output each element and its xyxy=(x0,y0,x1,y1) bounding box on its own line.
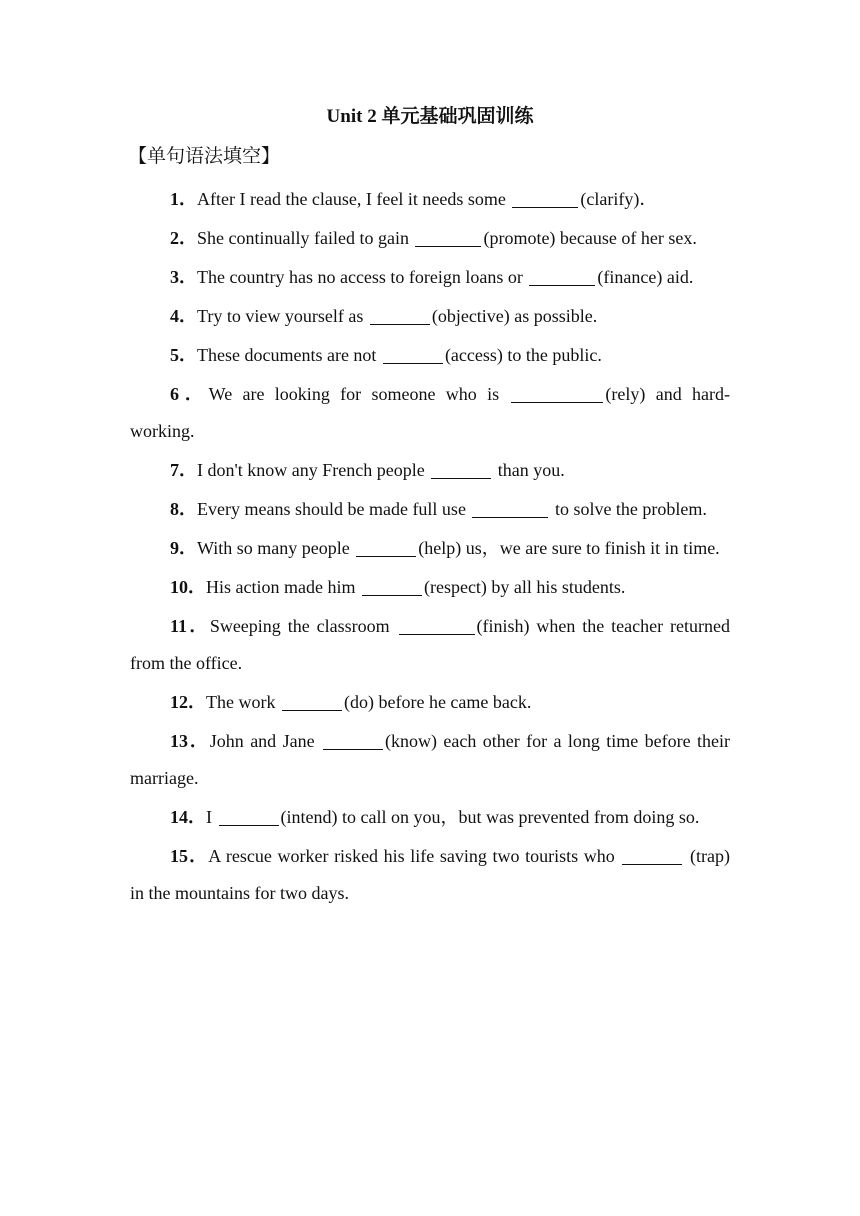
answer-blank[interactable] xyxy=(323,727,383,750)
item-number: 6． xyxy=(170,384,209,404)
exercise-item xyxy=(130,452,730,489)
exercise-item xyxy=(130,181,730,218)
item-text-after: (trap) in the mountains for two days. xyxy=(130,846,731,903)
answer-blank[interactable] xyxy=(415,224,481,247)
page-title: Unit 2 单元基础巩固训练 xyxy=(326,106,534,127)
item-number: 13． xyxy=(170,731,210,751)
exercise-item xyxy=(130,569,730,606)
item-text-before: A rescue worker risked his life saving two tourists who xyxy=(208,846,621,866)
answer-blank[interactable] xyxy=(529,263,595,286)
item-number: 4． xyxy=(170,306,197,326)
answer-blank[interactable] xyxy=(511,380,603,403)
answer-blank[interactable] xyxy=(370,302,430,325)
item-number: 7． xyxy=(170,460,197,480)
exercise-item xyxy=(130,684,730,721)
item-number: 3． xyxy=(170,267,197,287)
item-text-after: (do) before he came back. xyxy=(343,692,532,712)
answer-blank[interactable] xyxy=(431,456,491,479)
item-text-before: Every means should be made full use xyxy=(197,499,471,519)
item-text-after: (know) each other for a long time before their marriage. xyxy=(130,731,730,788)
item-text-before: I don't know any French people xyxy=(197,460,430,480)
exercise-item xyxy=(130,491,730,528)
item-text-before: John and Jane xyxy=(209,731,321,751)
answer-blank[interactable] xyxy=(362,573,422,596)
item-number: 11． xyxy=(170,616,210,636)
answer-blank[interactable] xyxy=(472,495,548,518)
exercise-item xyxy=(130,608,730,682)
item-text-after: (rely) and hard-working. xyxy=(130,384,730,441)
exercise-item xyxy=(130,259,730,296)
item-text-after: (access) to the public. xyxy=(444,345,602,365)
exercise-item xyxy=(130,530,730,567)
answer-blank[interactable] xyxy=(219,803,279,826)
item-number: 9． xyxy=(170,538,197,558)
exercise-item xyxy=(130,298,730,335)
exercise-item xyxy=(130,376,730,450)
item-text-after: (finance) aid. xyxy=(597,267,694,287)
answer-blank[interactable] xyxy=(383,341,443,364)
item-text-before: I xyxy=(206,807,217,827)
item-text-after: than you. xyxy=(493,460,565,480)
item-text-before: These documents are not xyxy=(197,345,381,365)
section-heading: 【单句语法填空】 xyxy=(128,146,281,167)
item-text-after: (promote) because of her sex. xyxy=(483,228,697,248)
item-text-after: (intend) to call on you，but was prevented from doing so. xyxy=(280,807,700,827)
item-text-before: She continually failed to gain xyxy=(197,228,414,248)
item-text-before: The work xyxy=(206,692,280,712)
exercise-list xyxy=(130,181,730,914)
exercise-item xyxy=(130,838,730,912)
item-text-after: (clarify)． xyxy=(580,189,658,209)
item-number: 2． xyxy=(170,228,197,248)
item-number: 5． xyxy=(170,345,197,365)
answer-blank[interactable] xyxy=(356,534,416,557)
item-text-after: (objective) as possible. xyxy=(431,306,598,326)
exercise-item xyxy=(130,723,730,797)
item-number: 1． xyxy=(170,189,197,209)
item-text-before: Try to view yourself as xyxy=(197,306,368,326)
answer-blank[interactable] xyxy=(512,185,578,208)
item-number: 12． xyxy=(170,692,206,712)
answer-blank[interactable] xyxy=(622,842,682,865)
item-text-before: His action made him xyxy=(206,577,360,597)
item-text-after: (help) us，we are sure to finish it in time. xyxy=(418,538,720,558)
item-text-before: With so many people xyxy=(197,538,355,558)
item-text-after: to solve the problem. xyxy=(550,499,707,519)
item-text-after: (respect) by all his students. xyxy=(423,577,626,597)
item-text-before: The country has no access to foreign loans or xyxy=(197,267,528,287)
answer-blank[interactable] xyxy=(399,612,475,635)
item-number: 10． xyxy=(170,577,206,597)
item-text-before: After I read the clause, I feel it needs some xyxy=(197,189,511,209)
item-text-before: Sweeping the classroom xyxy=(209,616,397,636)
item-number: 14． xyxy=(170,807,206,827)
item-text-before: We are looking for someone who is xyxy=(208,384,510,404)
answer-blank[interactable] xyxy=(282,688,342,711)
item-number: 15． xyxy=(170,846,209,866)
exercise-item xyxy=(130,337,730,374)
item-number: 8． xyxy=(170,499,197,519)
exercise-item xyxy=(130,799,730,836)
item-text-after: (finish) when the teacher returned from the office. xyxy=(130,616,730,673)
exercise-item xyxy=(130,220,730,257)
